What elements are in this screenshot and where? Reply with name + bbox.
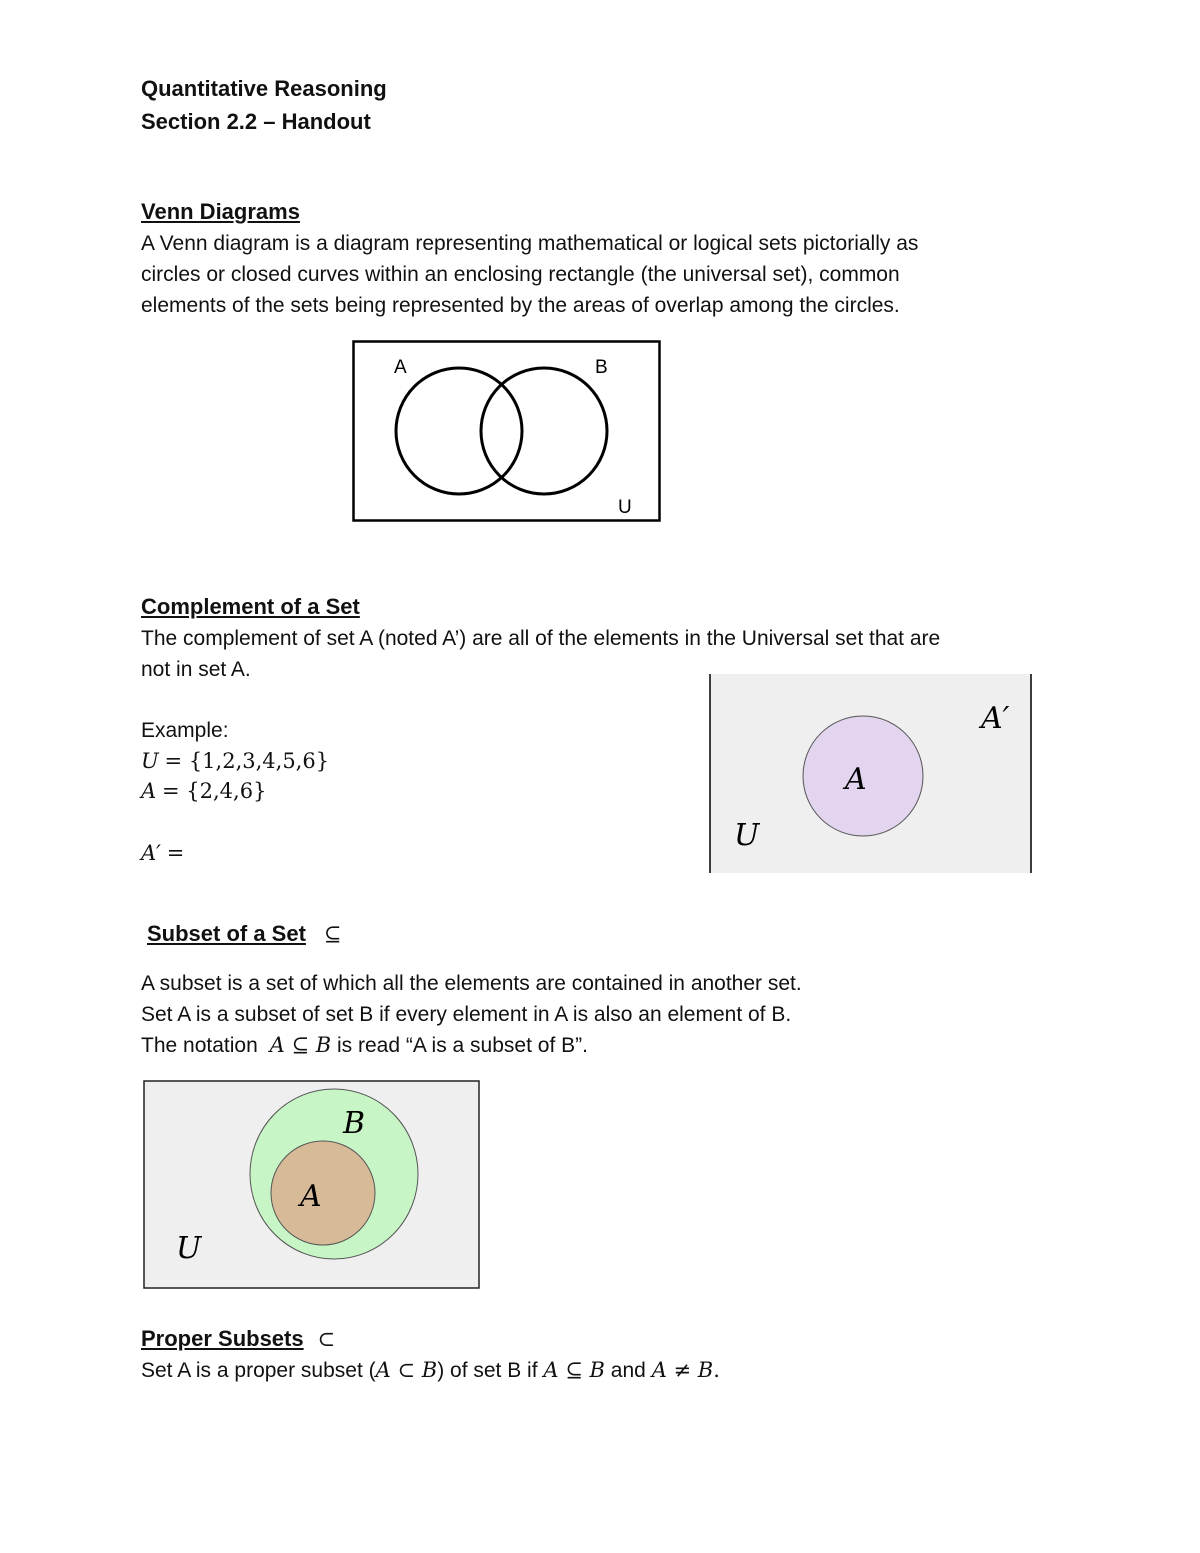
subset-heading-row [147,918,341,950]
complement-heading: Complement of a Set [141,594,360,619]
venn-text-line: elements of the sets being represented by the areas of overlap among the circles. [141,294,900,317]
set-a-circle [271,1141,375,1245]
complement-text-line: The complement of set A (noted A’) are all of the elements in the Universal set that are [141,627,941,650]
universal-label: U [734,818,760,853]
venn-text-line: A Venn diagram is a diagram representing mathematical or logical sets pictorially as [141,232,919,255]
complement-label: A′ [981,701,1010,736]
proper-heading-row [141,1323,335,1355]
section-title: Section 2.2 – Handout [141,109,371,134]
venn-diagram [352,340,662,523]
definition-period: . [713,1358,720,1382]
universal-set-definition [141,746,329,777]
notation-math: A ⊆ B [269,1033,332,1057]
proper-subset-definition [141,1355,720,1386]
subset-text-line: Set A is a subset of set B if every element in A is also an element of B. [141,1003,792,1026]
venn-heading: Venn Diagrams [141,199,300,224]
definition-part: and [610,1359,646,1382]
a-prime-equals: = [166,841,185,865]
set-a-label: A [394,357,407,378]
notation-suffix: is read “A is a subset of B”. [337,1034,588,1057]
subset-symbol: ⊆ [323,922,342,946]
subset-diagram [143,1080,480,1290]
set-a-definition [141,776,266,807]
proper-subset-math: A ⊂ B [375,1358,438,1382]
subset-notation-line [141,1030,588,1061]
course-title: Quantitative Reasoning [141,76,387,101]
example-label: Example: [141,719,229,742]
subset-text-line: A subset is a set of which all the elements are contained in another set. [141,972,802,995]
definition-part: ) of set B if [437,1359,538,1382]
definition-part: Set A is a proper subset ( [141,1359,376,1382]
set-b-label: B [343,1106,366,1141]
universal-label: U [176,1231,202,1266]
subset-heading: Subset of a Set [147,921,306,946]
a-prime-variable: A′ [141,841,161,865]
a-value: = {2,4,6} [162,779,267,803]
complement-answer-line [141,838,184,869]
subset-math: A ⊆ B [543,1358,605,1382]
proper-heading: Proper Subsets [141,1326,304,1351]
u-variable: U [141,749,159,773]
a-variable: A [141,779,157,803]
complement-text-line: not in set A. [141,658,251,681]
set-a-label: A [300,1179,322,1214]
u-value: = {1,2,3,4,5,6} [164,749,330,773]
set-b-label: B [595,357,608,378]
set-a-label: A [845,762,867,797]
proper-subset-symbol: ⊂ [317,1327,336,1351]
complement-diagram [709,673,1033,874]
venn-text-line: circles or closed curves within an enclosing rectangle (the universal set), common [141,263,900,286]
not-equal-math: A ≠ B [651,1358,714,1382]
universal-label: U [618,497,632,518]
notation-prefix: The notation [141,1034,258,1057]
